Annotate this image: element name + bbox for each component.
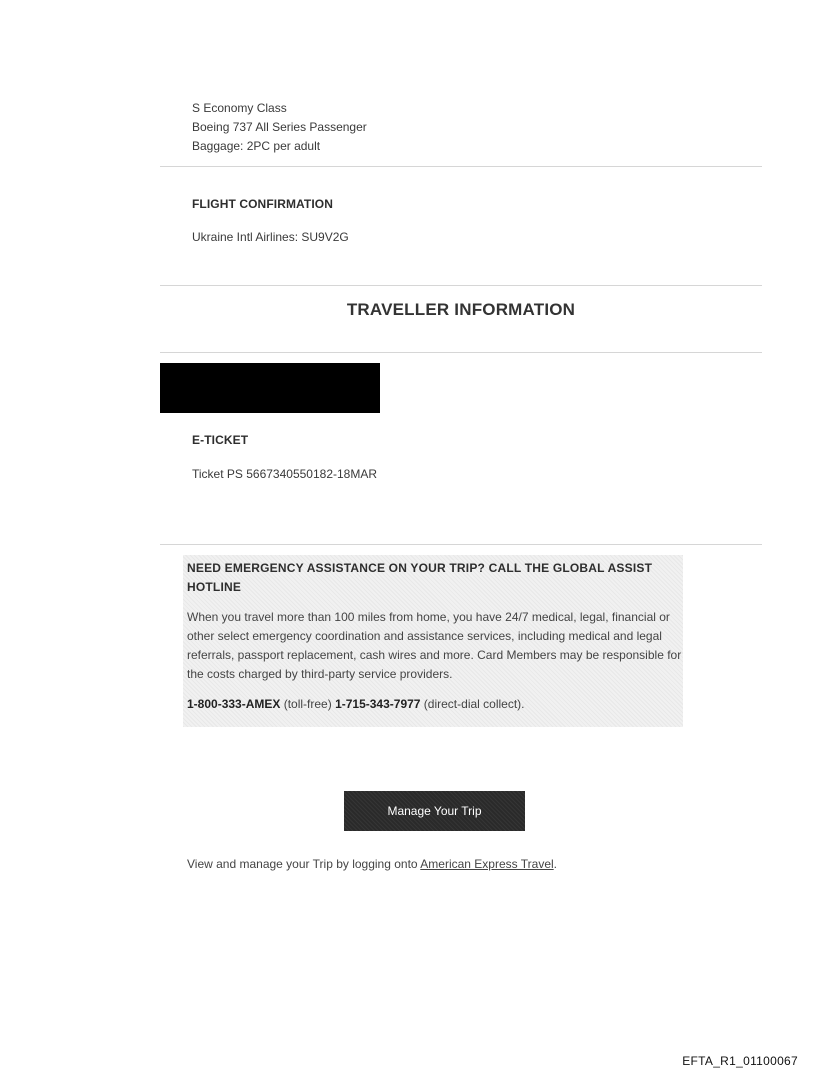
traveller-information-title: TRAVELLER INFORMATION	[346, 300, 576, 319]
ticket-number: Ticket PS 5667340550182-18MAR	[192, 467, 378, 481]
redacted-traveller-name	[160, 363, 380, 413]
aircraft-type: Boeing 737 All Series Passenger	[192, 120, 367, 134]
confirmation-code: Ukraine Intl Airlines: SU9V2G	[192, 230, 349, 244]
flight-details	[192, 99, 367, 156]
hotline-numbers	[187, 695, 679, 714]
manage-trip-text-before: View and manage your Trip by logging onto	[187, 857, 421, 871]
flight-confirmation-heading: FLIGHT CONFIRMATION	[192, 197, 333, 211]
baggage-allowance: Baggage: 2PC per adult	[192, 139, 321, 153]
tollfree-number: 1-800-333-AMEX	[187, 697, 281, 711]
divider	[160, 352, 762, 353]
emergency-assistance-box	[183, 555, 683, 727]
direct-dial-label: (direct-dial collect).	[420, 697, 525, 711]
manage-your-trip-button[interactable]: Manage Your Trip	[344, 791, 525, 831]
direct-dial-number: 1-715-343-7977	[335, 697, 421, 711]
emergency-assistance-title: NEED EMERGENCY ASSISTANCE ON YOUR TRIP? CALL THE GLOBAL ASSIST HOTLINE	[187, 561, 653, 594]
american-express-travel-link[interactable]: American Express Travel	[420, 857, 554, 871]
e-ticket-heading: E-TICKET	[192, 433, 249, 447]
divider	[160, 166, 762, 167]
emergency-assistance-body: When you travel more than 100 miles from home, you have 24/7 medical, legal, financial or other select emergency coordination and assistance services, including medical and legal referrals, passport replacement, cash wires and more. Card Members may be responsible for the costs charged by third-party service providers.	[187, 610, 682, 681]
manage-trip-text	[187, 857, 557, 871]
divider	[160, 544, 762, 545]
fare-class: S Economy Class	[192, 101, 287, 115]
manage-trip-text-after: .	[553, 857, 558, 871]
divider	[160, 285, 762, 286]
tollfree-label: (toll-free)	[280, 697, 336, 711]
document-id: EFTA_R1_01100067	[682, 1054, 798, 1068]
